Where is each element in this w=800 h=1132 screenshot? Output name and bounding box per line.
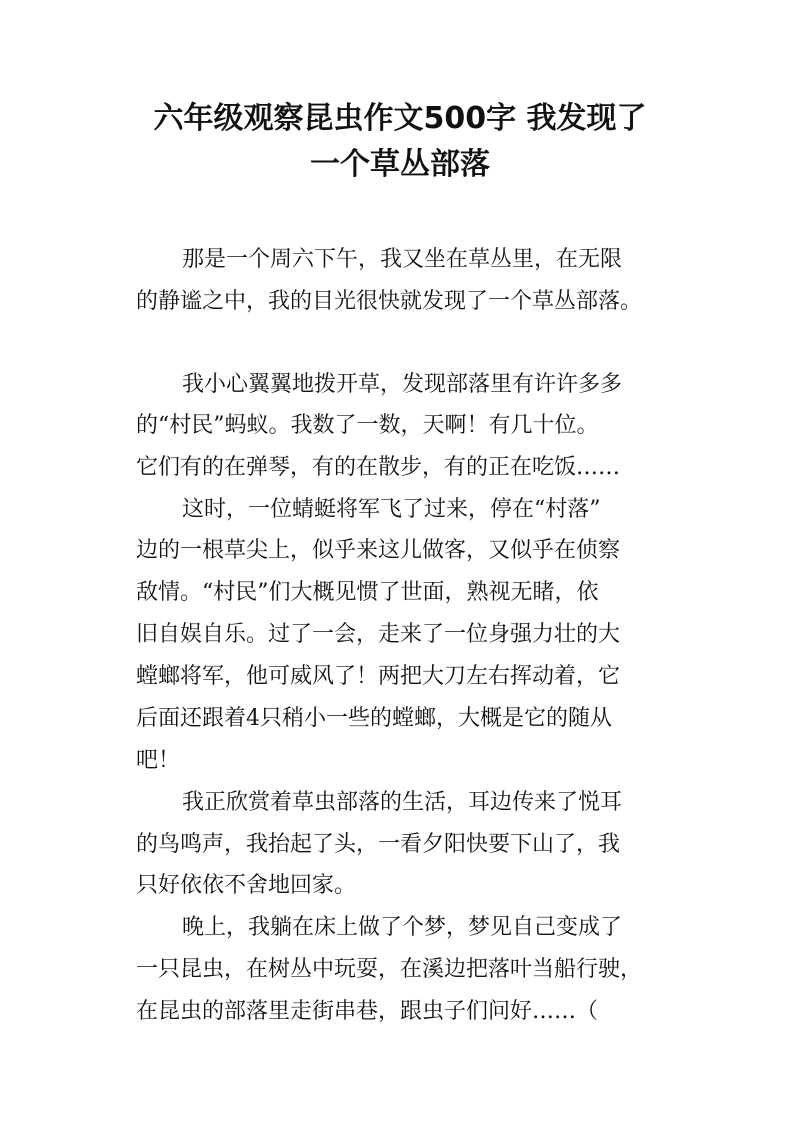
paragraph-line: 的静谧之中，我的目光很快就发现了一个草丛部落。 (136, 289, 643, 314)
title-line: 六年级观察昆虫作文500字 我发现了 (153, 101, 647, 136)
paragraph-line: 它们有的在弹琴，有的在散步，有的正在吃饭…… (136, 455, 621, 480)
paragraph-line: 螳螂将军，他可威风了！两把大刀左右挥动着，它 (136, 664, 621, 689)
paragraph-line: 只好依依不舍地回家。 (136, 873, 357, 898)
paragraph-line: 的“村民”蚂蚁。我数了一数，天啊！有几十位。 (136, 413, 599, 438)
title-line: 一个草丛部落 (310, 147, 490, 182)
paragraph-line: 敌情。“村民”们大概见惯了世面，熟视无睹，依 (136, 580, 599, 605)
paragraph-line: 的鸟鸣声，我抬起了头，一看夕阳快要下山了，我 (136, 832, 621, 857)
paragraph-line: 我正欣赏着草虫部落的生活，耳边传来了悦耳 (182, 790, 623, 815)
paragraph-line: 在昆虫的部落里走街串巷，跟虫子们问好……（ (136, 999, 599, 1024)
paragraph-line: 一只昆虫，在树丛中玩耍，在溪边把落叶当船行驶， (136, 957, 643, 982)
paragraph-line: 吧！ (136, 748, 181, 773)
paragraph-line: 旧自娱自乐。过了一会，走来了一位身强力壮的大 (136, 622, 621, 647)
paragraph-line: 晚上，我躺在床上做了个梦，梦见自己变成了 (182, 915, 623, 940)
paragraph-line: 这时，一位蜻蜓将军飞了过来，停在“村落” (182, 497, 601, 522)
document-title (100, 96, 700, 188)
paragraph-line: 边的一根草尖上，似乎来这儿做客，又似乎在侦察 (136, 538, 621, 563)
paragraph-line: 我小心翼翼地拨开草，发现部落里有许许多多 (182, 372, 623, 397)
paragraph-line: 那是一个周六下午，我又坐在草丛里，在无限 (182, 247, 623, 272)
paragraph-line: 后面还跟着4只稍小一些的螳螂，大概是它的随从 (136, 706, 612, 731)
